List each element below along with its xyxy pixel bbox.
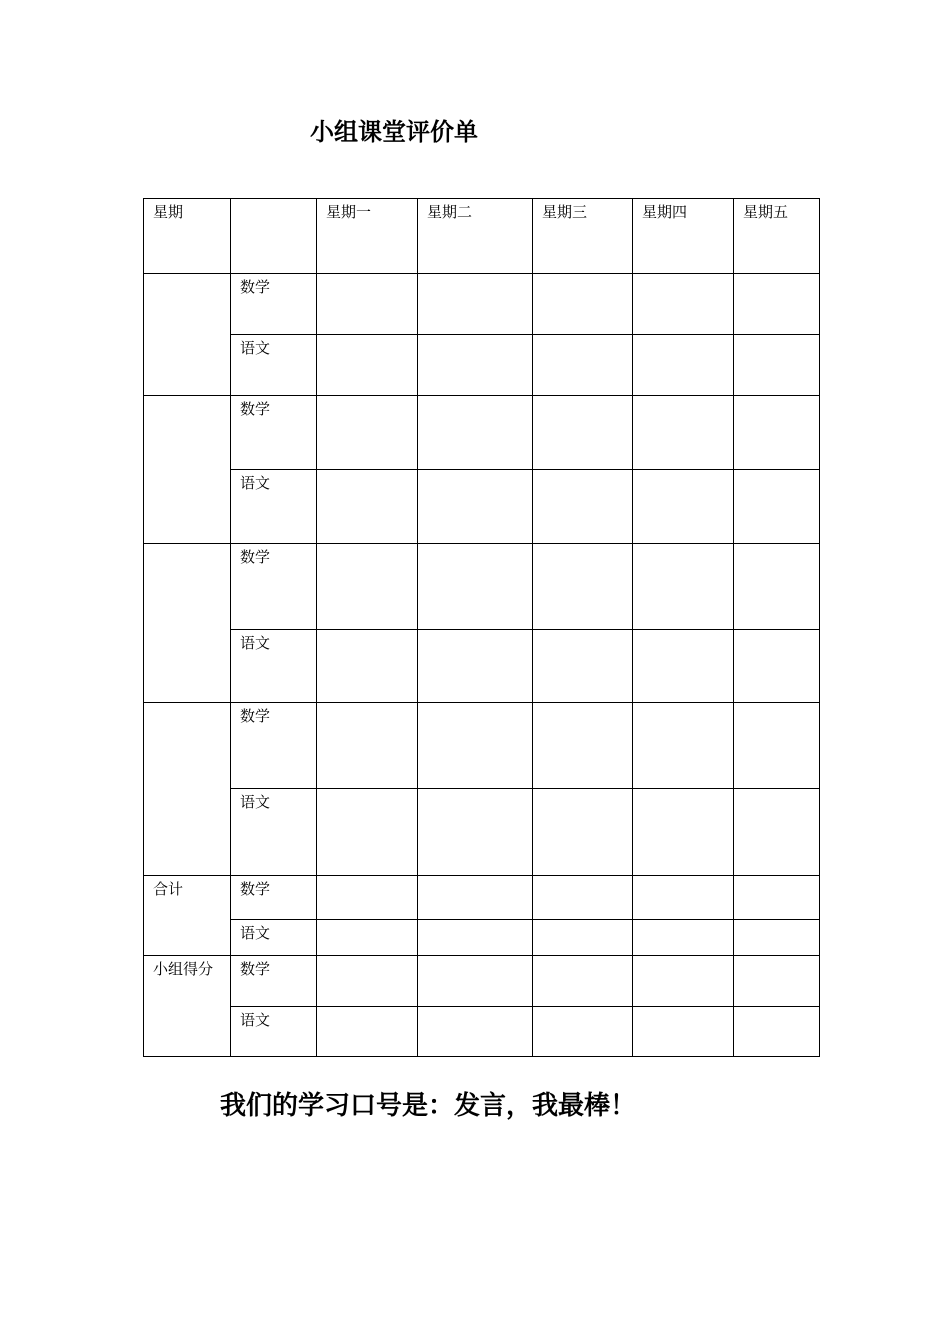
score-cell[interactable] — [317, 396, 418, 470]
group-name-cell[interactable] — [144, 544, 231, 703]
score-cell[interactable] — [533, 544, 633, 630]
score-cell[interactable] — [418, 335, 533, 396]
subject-cell-chinese: 语文 — [231, 335, 317, 396]
score-cell[interactable] — [734, 470, 820, 544]
subject-cell-math: 数学 — [231, 956, 317, 1007]
score-cell[interactable] — [317, 876, 418, 920]
header-cell-day: 星期二 — [418, 199, 533, 274]
group-score-label-cell: 小组得分 — [144, 956, 231, 1057]
score-cell[interactable] — [418, 1007, 533, 1057]
table-row — [144, 274, 820, 335]
score-cell[interactable] — [533, 335, 633, 396]
score-cell[interactable] — [633, 1007, 734, 1057]
score-cell[interactable] — [633, 335, 734, 396]
score-cell[interactable] — [317, 703, 418, 789]
score-cell[interactable] — [633, 920, 734, 956]
score-cell[interactable] — [533, 956, 633, 1007]
subject-cell-chinese: 语文 — [231, 920, 317, 956]
score-cell[interactable] — [633, 703, 734, 789]
page-title: 小组课堂评价单 — [310, 117, 478, 146]
subject-cell-chinese: 语文 — [231, 630, 317, 703]
subject-cell-chinese: 语文 — [231, 470, 317, 544]
score-cell[interactable] — [418, 703, 533, 789]
header-cell-day: 星期四 — [633, 199, 734, 274]
score-cell[interactable] — [533, 274, 633, 335]
score-cell[interactable] — [633, 789, 734, 876]
score-cell[interactable] — [317, 920, 418, 956]
score-cell[interactable] — [633, 630, 734, 703]
score-cell[interactable] — [734, 396, 820, 470]
score-cell[interactable] — [734, 274, 820, 335]
score-cell[interactable] — [317, 630, 418, 703]
score-cell[interactable] — [418, 396, 533, 470]
score-cell[interactable] — [418, 274, 533, 335]
score-cell[interactable] — [533, 396, 633, 470]
score-cell[interactable] — [533, 703, 633, 789]
score-cell[interactable] — [734, 335, 820, 396]
score-cell[interactable] — [533, 630, 633, 703]
score-cell[interactable] — [317, 544, 418, 630]
subject-cell-math: 数学 — [231, 274, 317, 335]
header-cell-blank — [231, 199, 317, 274]
score-cell[interactable] — [317, 956, 418, 1007]
score-cell[interactable] — [633, 274, 734, 335]
evaluation-table — [143, 198, 820, 1057]
score-cell[interactable] — [418, 630, 533, 703]
score-cell[interactable] — [734, 544, 820, 630]
score-cell[interactable] — [533, 920, 633, 956]
subject-cell-math: 数学 — [231, 396, 317, 470]
group-name-cell[interactable] — [144, 274, 231, 396]
total-label-cell: 合计 — [144, 876, 231, 956]
score-cell[interactable] — [418, 876, 533, 920]
table-row — [144, 630, 820, 703]
table-row — [144, 703, 820, 789]
score-cell[interactable] — [317, 274, 418, 335]
score-cell[interactable] — [734, 789, 820, 876]
score-cell[interactable] — [633, 544, 734, 630]
score-cell[interactable] — [317, 789, 418, 876]
score-cell[interactable] — [317, 335, 418, 396]
learning-slogan: 我们的学习口号是：发言，我最棒！ — [220, 1091, 637, 1121]
table-row — [144, 544, 820, 630]
table-row — [144, 335, 820, 396]
score-cell[interactable] — [418, 956, 533, 1007]
score-cell[interactable] — [317, 470, 418, 544]
score-cell[interactable] — [633, 876, 734, 920]
subject-cell-chinese: 语文 — [231, 1007, 317, 1057]
score-cell[interactable] — [734, 630, 820, 703]
score-cell[interactable] — [533, 470, 633, 544]
group-name-cell[interactable] — [144, 396, 231, 544]
score-cell[interactable] — [317, 1007, 418, 1057]
score-cell[interactable] — [533, 1007, 633, 1057]
subject-cell-math: 数学 — [231, 544, 317, 630]
score-cell[interactable] — [533, 789, 633, 876]
table-row — [144, 396, 820, 470]
table-header-row — [144, 199, 820, 274]
score-cell[interactable] — [418, 544, 533, 630]
group-name-cell[interactable] — [144, 703, 231, 876]
header-cell-day: 星期五 — [734, 199, 820, 274]
table-row — [144, 789, 820, 876]
subject-cell-chinese: 语文 — [231, 789, 317, 876]
header-cell-day: 星期三 — [533, 199, 633, 274]
table-row — [144, 470, 820, 544]
table-row — [144, 920, 820, 956]
score-cell[interactable] — [418, 789, 533, 876]
table-row — [144, 956, 820, 1007]
score-cell[interactable] — [734, 956, 820, 1007]
score-cell[interactable] — [734, 1007, 820, 1057]
subject-cell-math: 数学 — [231, 703, 317, 789]
score-cell[interactable] — [734, 703, 820, 789]
score-cell[interactable] — [633, 956, 734, 1007]
header-cell-weekday: 星期 — [144, 199, 231, 274]
score-cell[interactable] — [734, 876, 820, 920]
score-cell[interactable] — [633, 396, 734, 470]
subject-cell-math: 数学 — [231, 876, 317, 920]
score-cell[interactable] — [418, 470, 533, 544]
score-cell[interactable] — [533, 876, 633, 920]
score-cell[interactable] — [418, 920, 533, 956]
header-cell-day: 星期一 — [317, 199, 418, 274]
table-row — [144, 876, 820, 920]
score-cell[interactable] — [633, 470, 734, 544]
table-row — [144, 1007, 820, 1057]
score-cell[interactable] — [734, 920, 820, 956]
